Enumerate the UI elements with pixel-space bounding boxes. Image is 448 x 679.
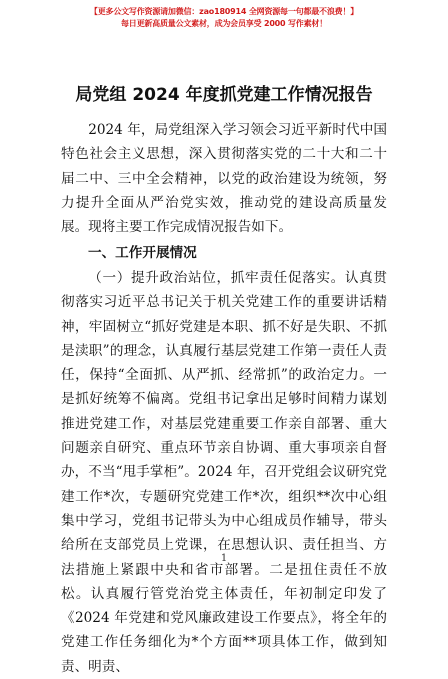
- promo-banner-line2: 每日更新高质量公文素材，成为会员享受 2000 写作素材！: [120, 19, 328, 28]
- promo-banner: [0, 6, 448, 30]
- paragraph-intro: 2024 年，局党组深入学习领会习近平新时代中国特色社会主义思想，深入贯彻落实党的二十大和二十届二中、三中全会精神，以党的政治建设为统领，努力提升全面从严治党实效，推动党的建设高质量发展。现将主要工作完成情况报告如下。: [61, 122, 387, 236]
- section-heading: 一、工作开展情况: [88, 245, 197, 261]
- document-title: 局党组 2024 年度抓党建工作情况报告: [75, 85, 373, 105]
- page-number: 1: [220, 553, 228, 564]
- promo-banner-line1: 【更多公文写作资源请加微信：zao180914 全网资源每一句都最不浪费！】: [89, 7, 359, 16]
- paragraph-section-1: （一）提升政治站位，抓牢责任促落实。认真贯彻落实习近平总书记关于机关党建工作的重要讲话精神，牢固树立“抓好党建是本职、抓不好是失职、不抓是渎职”的理念，认真履行基层党建工作第一责任人责任，保持“全面抓、从严抓、经常抓”的政治定力。一是抓好统筹不偏离。党组书记拿出足够时间精力谋划推进党建工作，对基层党建重要工作亲自部署、重大问题亲自研究、重点环节亲自协调、重大事项亲自督办，不当“甩手掌柜”。2024 年，召开党组会议研究党建工作*次，专题研究党建工作*次，组织**次中心组集中学习，党组书记带头为中心组成员作辅导，带头给所在支部党员上党课，在思想认识、责任担当、方法措施上紧跟中央和省市部署。二是扭住责任不放松。认真履行管党治党主体责任，年初制定印发了《2024 年党建和党风廉政建设工作要点》，将全年的党建工作任务细化为*个方面**项具体工作，做到知责、明责、: [61, 270, 387, 675]
